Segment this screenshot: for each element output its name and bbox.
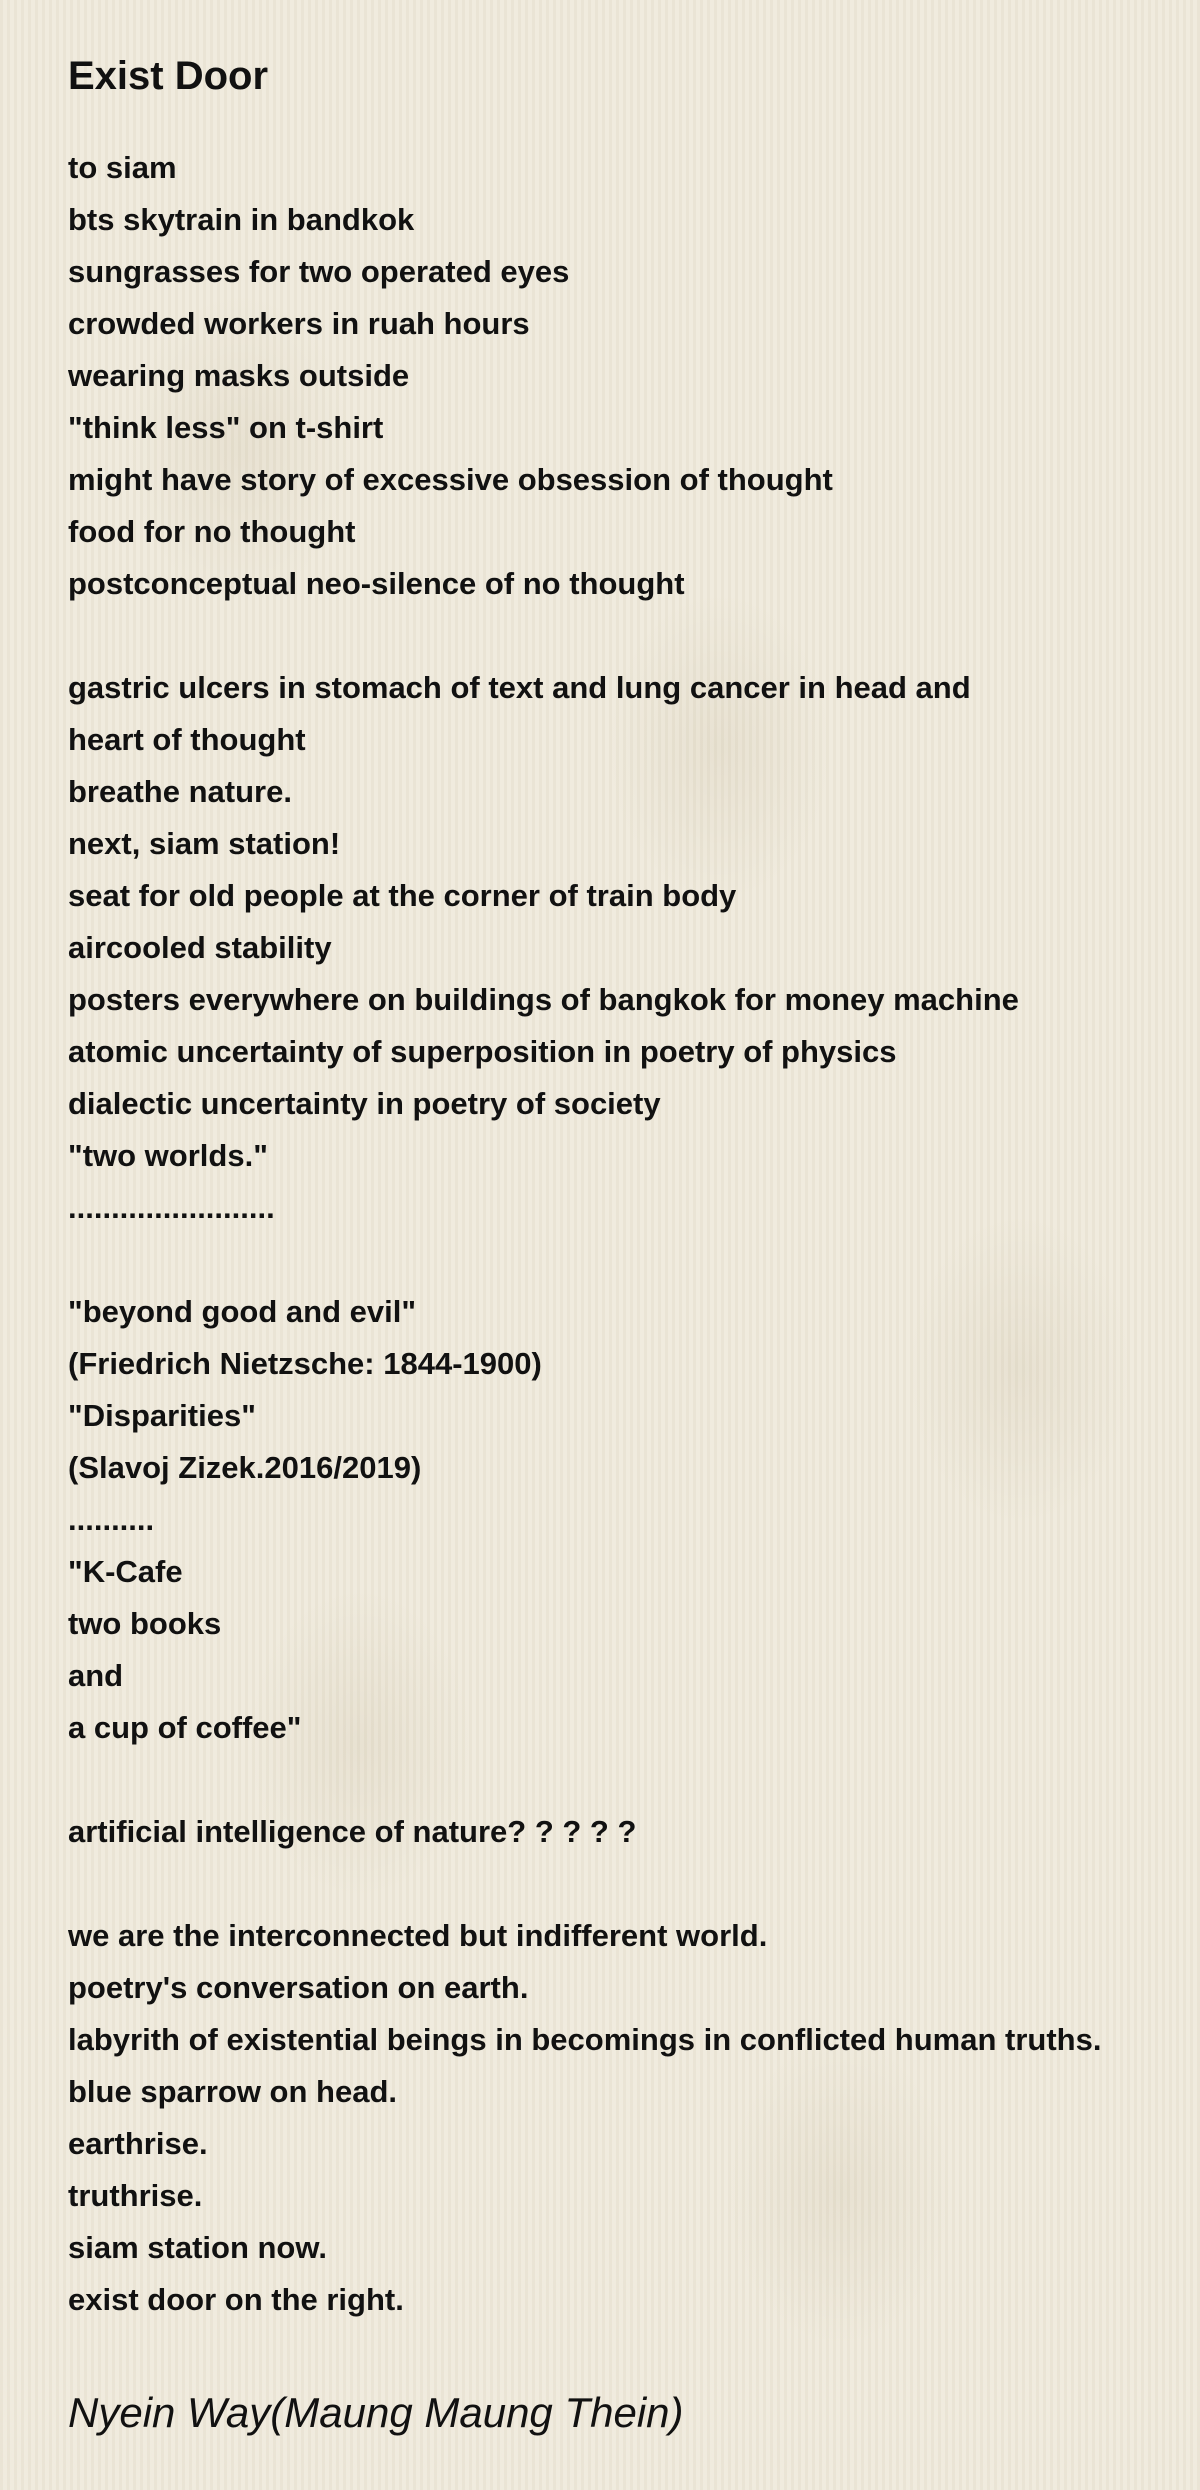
poem-title: Exist Door bbox=[68, 54, 269, 98]
poem-line: "two worlds." bbox=[68, 1138, 268, 1173]
poem-line: heart of thought bbox=[68, 722, 306, 757]
poem-page bbox=[68, 48, 1178, 2326]
poem-author: Nyein Way(Maung Maung Thein) bbox=[68, 2389, 684, 2436]
poem-line: truthrise. bbox=[68, 2178, 203, 2213]
poem-line: to siam bbox=[68, 150, 177, 185]
poem-line: exist door on the right. bbox=[68, 2282, 404, 2317]
poem-line: breathe nature. bbox=[68, 774, 292, 809]
poem-line: (Friedrich Nietzsche: 1844-1900) bbox=[68, 1346, 542, 1381]
stanza-break bbox=[68, 610, 1178, 662]
poem-line: dialectic uncertainty in poetry of society bbox=[68, 1086, 661, 1121]
poem-line: posters everywhere on buildings of bangkok for money machine bbox=[68, 982, 1019, 1017]
poem-line: earthrise. bbox=[68, 2126, 208, 2161]
poem-line: gastric ulcers in stomach of text and lung cancer in head and bbox=[68, 670, 971, 705]
poem-line: "think less" on t-shirt bbox=[68, 410, 384, 445]
stanza-break bbox=[68, 1858, 1178, 1910]
poem-line: we are the interconnected but indifferent world. bbox=[68, 1918, 768, 1953]
poem-line: .......... bbox=[68, 1502, 155, 1537]
poem-line: siam station now. bbox=[68, 2230, 327, 2265]
poem-line: two books bbox=[68, 1606, 222, 1641]
poem-line: "Disparities" bbox=[68, 1398, 256, 1433]
poem-line: next, siam station! bbox=[68, 826, 341, 861]
poem-line: postconceptual neo-silence of no thought bbox=[68, 566, 685, 601]
poem-line: artificial intelligence of nature? ? ? ? ? bbox=[68, 1814, 637, 1849]
poem-line: blue sparrow on head. bbox=[68, 2074, 397, 2109]
poem-line: poetry's conversation on earth. bbox=[68, 1970, 529, 2005]
poem-line: labyrith of existential beings in becomings in conflicted human truths. bbox=[68, 2022, 1102, 2057]
stanza-break bbox=[68, 1754, 1178, 1806]
poem-line: aircooled stability bbox=[68, 930, 332, 965]
poem-line: crowded workers in ruah hours bbox=[68, 306, 530, 341]
poem-line: "beyond good and evil" bbox=[68, 1294, 417, 1329]
poem-line: might have story of excessive obsession of thought bbox=[68, 462, 833, 497]
poem-line: a cup of coffee" bbox=[68, 1710, 302, 1745]
poem-line: (Slavoj Zizek.2016/2019) bbox=[68, 1450, 422, 1485]
poem-line: ........................ bbox=[68, 1190, 275, 1225]
poem-line: "K-Cafe bbox=[68, 1554, 183, 1589]
stanza-break bbox=[68, 1234, 1178, 1286]
poem-line: sungrasses for two operated eyes bbox=[68, 254, 570, 289]
poem-line: bts skytrain in bandkok bbox=[68, 202, 415, 237]
poem-line: wearing masks outside bbox=[68, 358, 410, 393]
poem-line: and bbox=[68, 1658, 124, 1693]
poem-line: atomic uncertainty of superposition in poetry of physics bbox=[68, 1034, 897, 1069]
poem-line: seat for old people at the corner of train body bbox=[68, 878, 737, 913]
poem-body bbox=[68, 142, 1178, 2326]
poem-line: food for no thought bbox=[68, 514, 356, 549]
